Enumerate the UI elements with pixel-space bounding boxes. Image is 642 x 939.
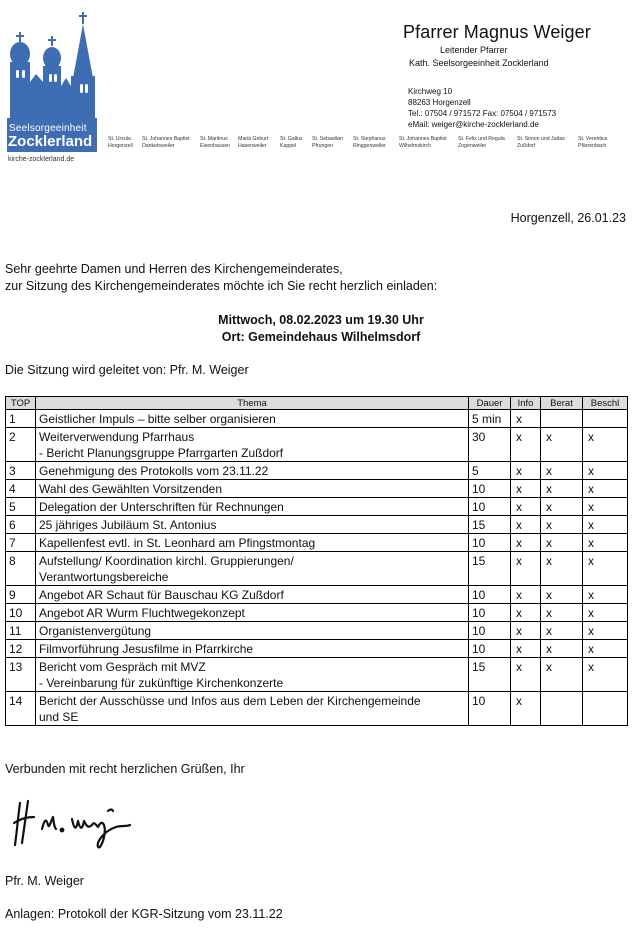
parish-logo: [5, 10, 97, 152]
address-email: eMail: weiger@kirche-zocklerland.de: [408, 120, 539, 129]
agenda-berat-mark: x: [541, 462, 583, 480]
agenda-row: [6, 516, 628, 534]
meeting-date-time: Mittwoch, 08.02.2023 um 19.30 Uhr: [218, 313, 424, 327]
agenda-topic-line: Angebot AR Wurm Fluchtwegekonzept: [39, 606, 245, 620]
header-beschl: Beschl: [583, 397, 628, 410]
parish-item: St. Felix und Regula Zogenweiler: [458, 136, 505, 149]
agenda-beschl-mark: x: [583, 622, 628, 640]
agenda-top-number: 5: [6, 498, 36, 516]
agenda-duration: 10: [469, 604, 511, 622]
agenda-berat-mark: [541, 692, 583, 726]
agenda-beschl-mark: x: [583, 462, 628, 480]
agenda-top-number: 9: [6, 586, 36, 604]
header-top: TOP: [6, 397, 36, 410]
agenda-beschl-mark: x: [583, 480, 628, 498]
agenda-row: [6, 410, 628, 428]
sender-org: Kath. Seelsorgeeinheit Zocklerland: [409, 58, 549, 68]
agenda-info-mark: x: [511, 658, 541, 692]
agenda-row: [6, 534, 628, 552]
agenda-row: [6, 498, 628, 516]
agenda-info-mark: x: [511, 480, 541, 498]
agenda-topic-line: Bericht der Ausschüsse und Infos aus dem Leben der Kirchengemeinde: [39, 694, 421, 708]
meeting-leader: Die Sitzung wird geleitet von: Pfr. M. Weiger: [5, 363, 249, 377]
agenda-info-mark: x: [511, 552, 541, 586]
agenda-duration: 15: [469, 516, 511, 534]
agenda-row: [6, 692, 628, 726]
agenda-topic-line: Wahl des Gewählten Vorsitzenden: [39, 482, 222, 496]
parish-item: St. Gallus Kappel: [280, 136, 303, 149]
agenda-row: [6, 480, 628, 498]
agenda-beschl-mark: [583, 692, 628, 726]
agenda-info-mark: x: [511, 428, 541, 462]
parish-item: St. Sebastian Pfrungen: [312, 136, 343, 149]
agenda-topic: [36, 534, 469, 552]
agenda-topic: [36, 552, 469, 586]
agenda-topic-line: Geistlicher Impuls – bitte selber organisieren: [39, 412, 276, 426]
parish-list: [108, 136, 638, 156]
logo-text-line2: Zocklerland: [8, 133, 93, 150]
greeting: [5, 261, 437, 295]
agenda-topic: [36, 410, 469, 428]
agenda-info-mark: x: [511, 586, 541, 604]
greeting-line: Sehr geehrte Damen und Herren des Kirchengemeinderates,: [5, 262, 343, 276]
agenda-topic: [36, 498, 469, 516]
parish-item: St. Johannes Baptist Danketsweiler: [142, 136, 190, 149]
agenda-topic-line: Genehmigung des Protokolls vom 23.11.22: [39, 464, 269, 478]
agenda-berat-mark: x: [541, 516, 583, 534]
agenda-berat-mark: x: [541, 586, 583, 604]
agenda-topic: [36, 480, 469, 498]
agenda-berat-mark: x: [541, 534, 583, 552]
agenda-topic-line: Filmvorführung Jesusfilme in Pfarrkirche: [39, 642, 254, 656]
agenda-berat-mark: x: [541, 428, 583, 462]
header-info: Info: [511, 397, 541, 410]
agenda-topic: [36, 692, 469, 726]
agenda-top-number: 2: [6, 428, 36, 462]
agenda-info-mark: x: [511, 692, 541, 726]
agenda-row: [6, 428, 628, 462]
agenda-beschl-mark: x: [583, 428, 628, 462]
agenda-topic-line: Delegation der Unterschriften für Rechnungen: [39, 500, 284, 514]
closing-phrase: Verbunden mit recht herzlichen Grüßen, Ihr: [5, 762, 245, 776]
logo-url: kirche-zocklerland.de: [8, 156, 75, 163]
agenda-top-number: 14: [6, 692, 36, 726]
signer-name: Pfr. M. Weiger: [5, 874, 84, 888]
agenda-info-mark: x: [511, 410, 541, 428]
parish-item: Mariä Geburt Hasenweiler: [238, 136, 269, 149]
agenda-topic-line: Angebot AR Schaut für Bauschau KG Zußdorf: [39, 588, 284, 602]
agenda-berat-mark: x: [541, 552, 583, 586]
agenda-topic-line: Weiterverwendung Pfarrhaus: [39, 430, 195, 444]
agenda-berat-mark: x: [541, 480, 583, 498]
agenda-topic-line: - Bericht Planungsgruppe Pfarrgarten Zußdorf: [39, 446, 284, 460]
agenda-duration: 15: [469, 552, 511, 586]
agenda-info-mark: x: [511, 498, 541, 516]
attachments-note: Anlagen: Protokoll der KGR-Sitzung vom 23.11.22: [5, 907, 283, 921]
agenda-row: [6, 622, 628, 640]
agenda-info-mark: x: [511, 640, 541, 658]
agenda-topic: [36, 586, 469, 604]
address-street: Kirchweg 10: [408, 87, 453, 96]
agenda-table: [5, 396, 628, 726]
meeting-info: [0, 312, 642, 346]
logo-text-line1: Seelsorgeeinheit: [9, 123, 87, 134]
agenda-topic: [36, 640, 469, 658]
agenda-row: [6, 586, 628, 604]
sender-name: Pfarrer Magnus Weiger: [403, 22, 591, 42]
header-thema: Thema: [36, 397, 469, 410]
agenda-top-number: 12: [6, 640, 36, 658]
agenda-row: [6, 604, 628, 622]
agenda-info-mark: x: [511, 604, 541, 622]
agenda-topic: [36, 604, 469, 622]
agenda-berat-mark: [541, 410, 583, 428]
agenda-beschl-mark: x: [583, 604, 628, 622]
agenda-row: [6, 462, 628, 480]
agenda-duration: 30: [469, 428, 511, 462]
agenda-berat-mark: x: [541, 498, 583, 516]
agenda-duration: 5 min: [469, 410, 511, 428]
agenda-beschl-mark: x: [583, 498, 628, 516]
agenda-topic: [36, 428, 469, 462]
agenda-duration: 10: [469, 586, 511, 604]
header-berat: Berat: [541, 397, 583, 410]
parish-item: St. Martinus Eisenhausen: [200, 136, 230, 149]
agenda-top-number: 4: [6, 480, 36, 498]
agenda-beschl-mark: x: [583, 516, 628, 534]
agenda-top-number: 11: [6, 622, 36, 640]
agenda-topic-line: Aufstellung/ Koordination kirchl. Gruppierungen/: [39, 554, 294, 568]
handwritten-signature: [12, 795, 142, 855]
agenda-duration: 10: [469, 640, 511, 658]
agenda-header-row: [6, 397, 628, 410]
parish-item: St. Ursula Horgenzell: [108, 136, 133, 149]
agenda-duration: 10: [469, 692, 511, 726]
agenda-top-number: 10: [6, 604, 36, 622]
agenda-beschl-mark: [583, 410, 628, 428]
meeting-location: Ort: Gemeindehaus Wilhelmsdorf: [221, 330, 421, 344]
agenda-info-mark: x: [511, 516, 541, 534]
agenda-beschl-mark: x: [583, 534, 628, 552]
parish-item: St. Simon und Judas Zußdorf: [517, 136, 565, 149]
agenda-info-mark: x: [511, 462, 541, 480]
parish-item: St. Johannes Baptist Wilhelmskirch: [399, 136, 447, 149]
agenda-top-number: 6: [6, 516, 36, 534]
agenda-topic-line: Kapellenfest evtl. in St. Leonhard am Pfingstmontag: [39, 536, 316, 550]
agenda-top-number: 1: [6, 410, 36, 428]
agenda-row: [6, 640, 628, 658]
header-dauer: Dauer: [469, 397, 511, 410]
agenda-duration: 10: [469, 480, 511, 498]
agenda-topic-line: Bericht vom Gespräch mit MVZ: [39, 660, 206, 674]
letter-date: Horgenzell, 26.01.23: [510, 211, 626, 225]
parish-item: St. Verentius Pfärrenbach: [578, 136, 608, 149]
agenda-berat-mark: x: [541, 658, 583, 692]
agenda-top-number: 7: [6, 534, 36, 552]
agenda-topic: [36, 658, 469, 692]
agenda-berat-mark: x: [541, 604, 583, 622]
agenda-beschl-mark: x: [583, 586, 628, 604]
address-phone: Tel.: 07504 / 971572 Fax: 07504 / 971573: [408, 109, 557, 118]
parish-item: St. Stephanus Ringgenweiler: [353, 136, 386, 149]
agenda-duration: 15: [469, 658, 511, 692]
agenda-top-number: 8: [6, 552, 36, 586]
greeting-line: zur Sitzung des Kirchengemeinderates möchte ich Sie recht herzlich einladen:: [5, 279, 438, 293]
agenda-top-number: 3: [6, 462, 36, 480]
agenda-duration: 5: [469, 462, 511, 480]
agenda-topic-line: 25 jähriges Jubiläum St. Antonius: [39, 518, 217, 532]
agenda-topic: [36, 622, 469, 640]
sender-role: Leitender Pfarrer: [440, 45, 508, 55]
agenda-topic: [36, 462, 469, 480]
agenda-top-number: 13: [6, 658, 36, 692]
agenda-topic-line: Organistenvergütung: [39, 624, 152, 638]
agenda-duration: 10: [469, 622, 511, 640]
agenda-topic-line: und SE: [39, 710, 79, 724]
agenda-topic-line: - Vereinbarung für zukünftige Kirchenkonzerte: [39, 676, 284, 690]
agenda-topic-line: Verantwortungsbereiche: [39, 570, 169, 584]
agenda-berat-mark: x: [541, 640, 583, 658]
agenda-info-mark: x: [511, 622, 541, 640]
agenda-duration: 10: [469, 534, 511, 552]
address-city: 88263 Horgenzell: [408, 98, 471, 107]
agenda-duration: 10: [469, 498, 511, 516]
agenda-berat-mark: x: [541, 622, 583, 640]
agenda-info-mark: x: [511, 534, 541, 552]
agenda-topic: [36, 516, 469, 534]
agenda-beschl-mark: x: [583, 658, 628, 692]
agenda-beschl-mark: x: [583, 640, 628, 658]
agenda-beschl-mark: x: [583, 552, 628, 586]
agenda-row: [6, 552, 628, 586]
agenda-row: [6, 658, 628, 692]
sender-address: [408, 86, 556, 130]
